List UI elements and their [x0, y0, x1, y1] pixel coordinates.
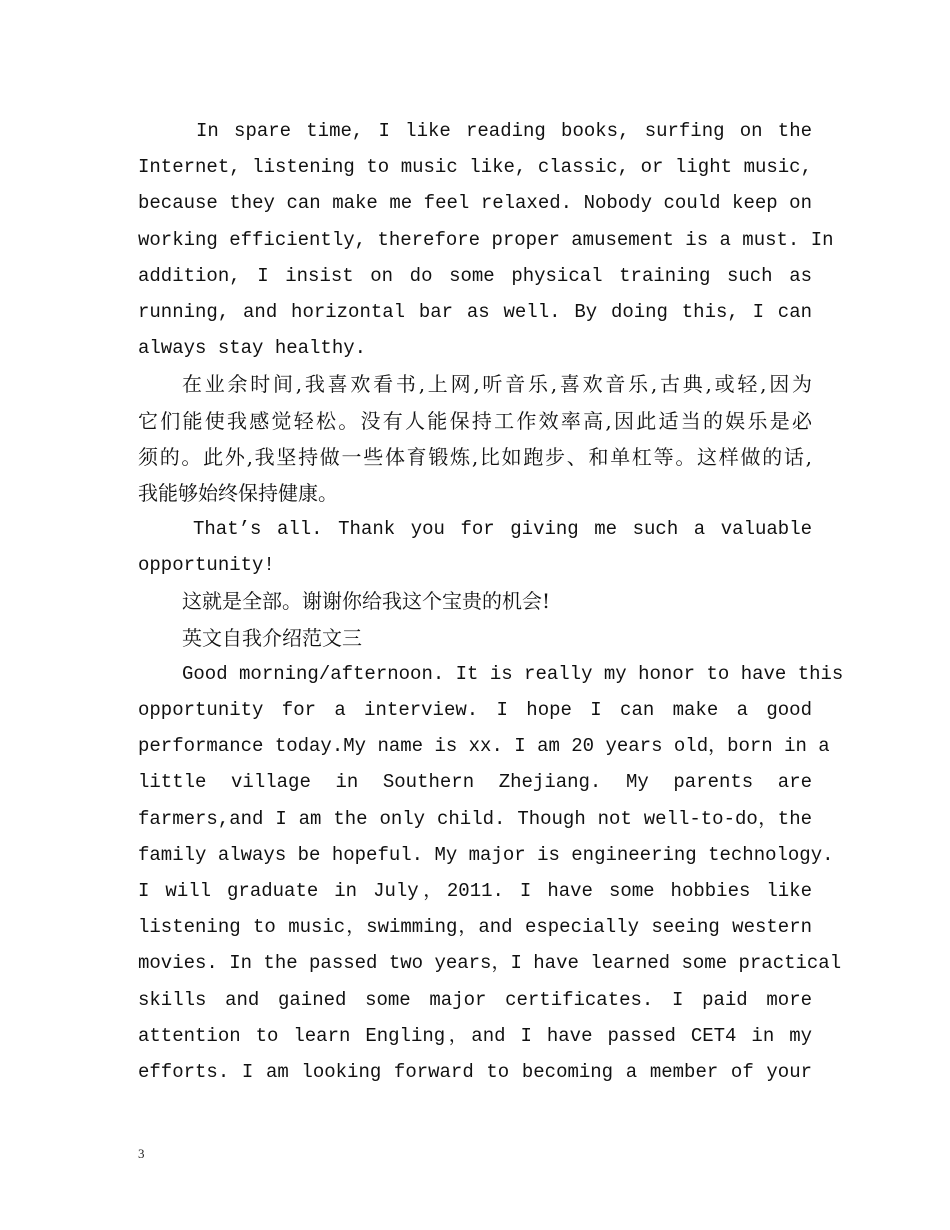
text-line: little village in Southern Zhejiang. My parents are	[138, 771, 812, 794]
text-line: 它们能使我感觉轻松。没有人能保持工作效率高,因此适当的娱乐是必	[138, 408, 812, 433]
page-number: 3	[138, 1146, 145, 1161]
text-line: performance today.My name is xx. I am 20 years old，born in a	[138, 735, 830, 758]
text-line: 我能够始终保持健康。	[138, 480, 338, 505]
text-line: That’s all. Thank you for giving me such a valuable	[193, 518, 812, 541]
text-line: always stay healthy.	[138, 337, 367, 360]
text-line: In spare time, I like reading books, surfing on the	[196, 120, 812, 142]
paragraph	[138, 583, 812, 619]
paragraph	[138, 620, 812, 656]
text-line: working efficiently, therefore proper amusement is a must. In	[138, 228, 834, 251]
text-line: addition, I insist on do some physical training such as	[138, 264, 812, 287]
text-line: opportunity for a interview. I hope I can make a good	[138, 699, 812, 721]
text-line: farmers,and I am the only child. Though not well-to-do，the	[138, 807, 812, 830]
text-line: listening to music，swimming，and especially seeing western	[138, 916, 812, 939]
paragraph	[138, 656, 844, 1090]
text-line: 英文自我介绍范文三	[182, 625, 362, 650]
text-line: running, and horizontal bar as well. By doing this, I can	[138, 300, 812, 323]
text-line: 须的。此外,我坚持做一些体育锻炼,比如跑步、和单杠等。这样做的话,	[138, 444, 812, 469]
text-line: skills and gained some major certificates. I paid more	[138, 988, 812, 1011]
text-line: 在业余时间,我喜欢看书,上网,听音乐,喜欢音乐,古典,或轻,因为	[182, 372, 812, 397]
text-line: I will graduate in July，2011. I have some hobbies like	[138, 879, 812, 902]
text-line: opportunity!	[138, 554, 275, 577]
text-line: movies. In the passed two years，I have learned some practical	[138, 952, 842, 975]
text-line: 这就是全部。谢谢你给我这个宝贵的机会!	[182, 589, 551, 614]
text-line: Internet, listening to music like, classic, or light music,	[138, 156, 812, 179]
text-line: Good morning/afternoon. It is really my honor to have this	[182, 662, 844, 685]
text-line: attention to learn Engling，and I have passed CET4 in my	[138, 1024, 812, 1047]
document-body	[138, 113, 844, 1090]
paragraph	[138, 113, 834, 366]
paragraph	[138, 511, 812, 583]
paragraph	[138, 366, 812, 511]
text-line: family always be hopeful. My major is engineering technology.	[138, 843, 834, 866]
text-line: efforts. I am looking forward to becoming a member of your	[138, 1060, 812, 1083]
text-line: because they can make me feel relaxed. Nobody could keep on	[138, 192, 812, 215]
